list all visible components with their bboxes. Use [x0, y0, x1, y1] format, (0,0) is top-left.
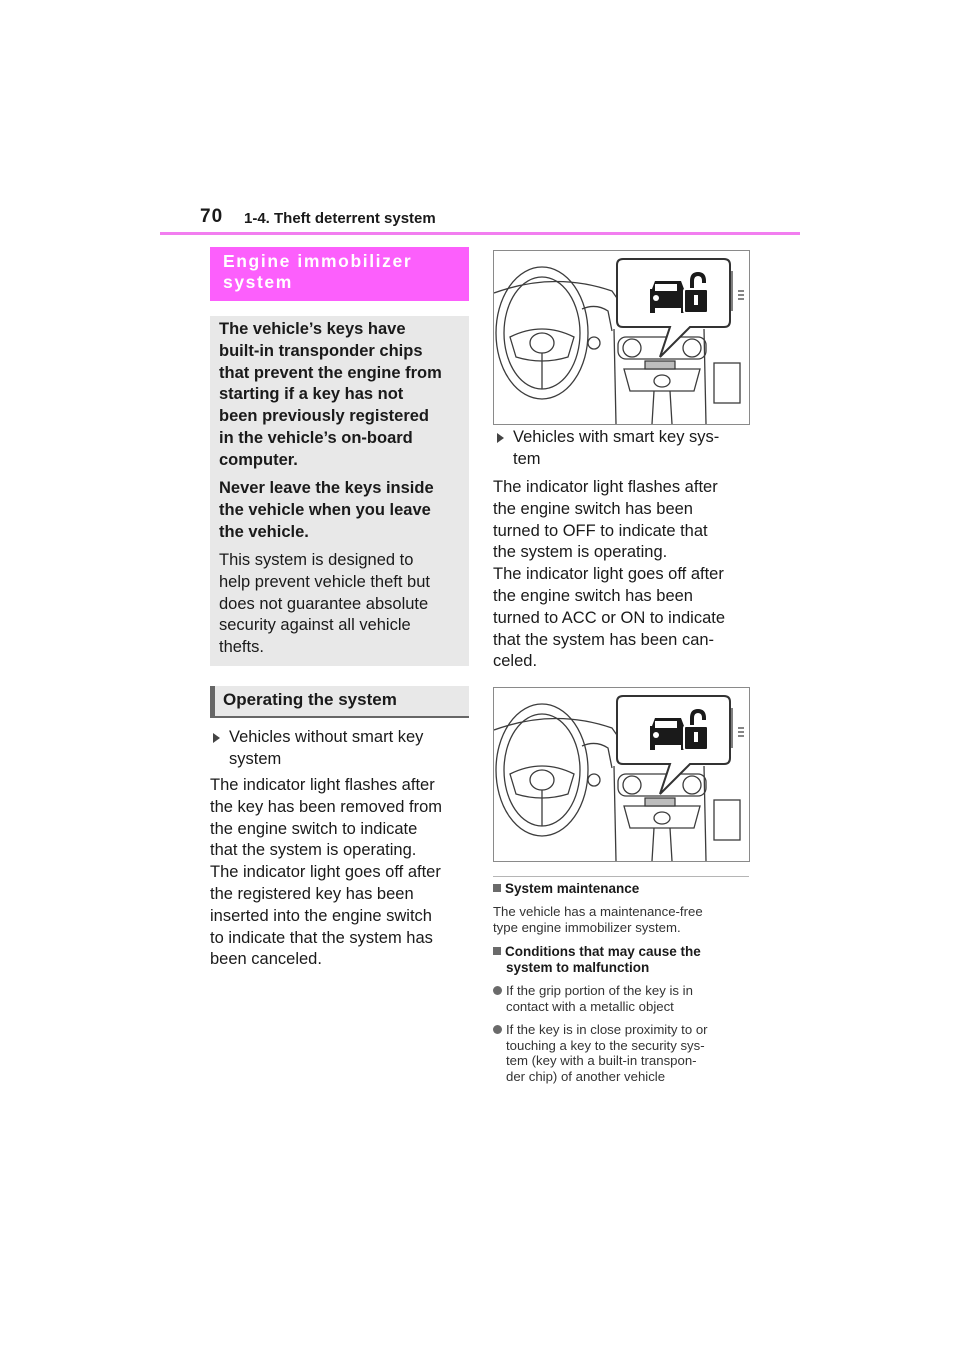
round-bullet-icon	[493, 986, 502, 995]
triangle-bullet-icon	[497, 433, 504, 443]
intro-bold-paragraph-2: Never leave the keys inside the vehicle when you leave the vehicle.	[219, 479, 434, 541]
intro-bold-paragraph-1: The vehicle’s keys have built-in transponder chips that prevent the engine from starting if a key has not been previously registered in the vehicle’s on-board computer.	[219, 320, 442, 469]
notes-separator	[493, 876, 749, 877]
dashboard-illustration-smart-key	[493, 687, 750, 862]
malfunction-item: If the grip portion of the key is in contact with a metallic object	[493, 983, 755, 1014]
header-rule	[160, 232, 800, 235]
malfunction-item: If the key is in close proximity to or touching a key to the security sys- tem (key with a built-in transpon- der chip) of another vehicle	[493, 1022, 755, 1084]
dashboard-drawing	[494, 688, 749, 861]
section-title: 1-4. Theft deterrent system	[244, 210, 436, 227]
no-smart-key-label: Vehicles without smart key system	[213, 727, 469, 771]
square-marker-icon	[493, 947, 501, 955]
immobilizer-heading-line: system	[223, 272, 293, 292]
maintenance-text: The vehicle has a maintenance-free type engine immobilizer system.	[493, 904, 703, 935]
maintenance-heading: System maintenance	[493, 881, 755, 897]
page-number: 70	[200, 206, 224, 227]
smart-key-label: Vehicles with smart key sys- tem	[497, 427, 753, 471]
no-smart-key-text: The indicator light flashes after the key has been removed from the engine switch to indicate that the system is operating. The indicator light goes off after the registered key has been inserted into the engine switch to indicate that the system has been canceled.	[210, 776, 443, 969]
square-marker-icon	[493, 884, 501, 892]
dashboard-illustration-no-smart-key	[493, 250, 750, 425]
dashboard-drawing	[494, 251, 749, 424]
operating-heading: Operating the system	[223, 690, 397, 709]
immobilizer-heading-line: Engine immobilizer	[223, 251, 413, 271]
smart-key-text: The indicator light flashes after the engine switch has been turned to OFF to indicate that the system is operating. The indicator light goes off after the engine switch has been turned to ACC or ON to indicate that the system has been can- celed.	[493, 478, 726, 671]
immobilizer-heading	[223, 251, 463, 293]
triangle-bullet-icon	[213, 733, 220, 743]
malfunction-heading: Conditions that may cause the system to malfunction	[493, 944, 755, 976]
round-bullet-icon	[493, 1025, 502, 1034]
intro-paragraph: This system is designed to help prevent vehicle theft but does not guarantee absolute security against all vehicle thefts.	[219, 551, 430, 657]
